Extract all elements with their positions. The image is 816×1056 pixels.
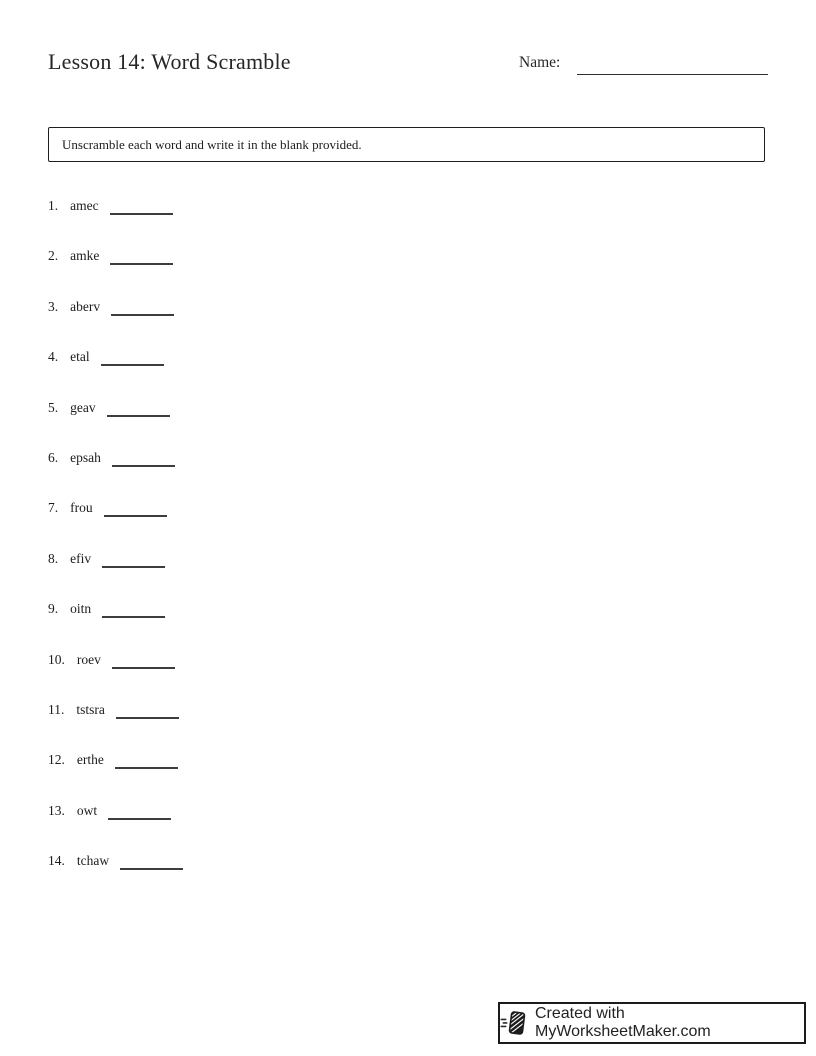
instructions-text: Unscramble each word and write it in the blank provided. — [62, 136, 362, 152]
instructions-box — [48, 127, 765, 162]
list-item — [48, 345, 183, 363]
list-item — [48, 849, 183, 867]
scrambled-word: erthe — [76, 752, 104, 768]
item-number: 4. — [48, 349, 59, 365]
list-item — [48, 597, 183, 615]
list-item — [48, 698, 183, 716]
answer-blank[interactable] — [115, 753, 178, 769]
list-item — [48, 194, 183, 212]
item-number: 1. — [48, 198, 59, 213]
answer-blank[interactable] — [111, 300, 174, 316]
item-number: 11. — [48, 701, 65, 717]
item-number: 10. — [48, 651, 65, 667]
answer-blank[interactable] — [102, 552, 165, 568]
answer-blank[interactable] — [110, 249, 173, 265]
answer-blank[interactable] — [112, 653, 175, 669]
list-item — [48, 496, 183, 514]
list-item — [48, 396, 183, 414]
answer-blank[interactable] — [116, 703, 179, 719]
scrambled-word: aberv — [70, 298, 101, 314]
list-item — [48, 748, 183, 766]
scrambled-word: oitn — [70, 601, 92, 617]
item-number: 2. — [48, 248, 59, 264]
list-item — [48, 244, 183, 262]
scrambled-word: roev — [76, 651, 101, 667]
word-list — [48, 194, 183, 899]
answer-blank[interactable] — [107, 401, 170, 417]
list-item — [48, 648, 183, 666]
scrambled-word: amke — [70, 248, 100, 264]
item-number: 3. — [48, 298, 59, 314]
footer-credit-badge — [498, 1002, 806, 1044]
item-number: 6. — [48, 449, 59, 465]
item-number: 14. — [48, 853, 65, 869]
list-item — [48, 547, 183, 565]
scrambled-word: frou — [70, 500, 93, 516]
answer-blank[interactable] — [104, 501, 167, 517]
list-item — [48, 446, 183, 464]
scrambled-word: epsah — [70, 449, 101, 465]
scrambled-word: amec — [70, 198, 99, 213]
item-number: 8. — [48, 550, 59, 566]
answer-blank[interactable] — [112, 451, 175, 467]
answer-blank[interactable] — [110, 199, 173, 215]
worksheet-maker-logo-icon — [500, 1010, 526, 1036]
list-item — [48, 295, 183, 313]
page-title: Lesson 14: Word Scramble — [48, 49, 291, 74]
name-label: Name: — [519, 54, 561, 71]
list-item — [48, 799, 183, 817]
answer-blank[interactable] — [108, 804, 171, 820]
item-number: 7. — [48, 500, 59, 516]
scrambled-word: owt — [76, 802, 98, 818]
scrambled-word: geav — [70, 399, 96, 415]
answer-blank[interactable] — [120, 854, 183, 870]
scrambled-word: efiv — [70, 550, 92, 566]
name-input-line[interactable] — [577, 74, 768, 75]
scrambled-word: etal — [70, 349, 90, 365]
item-number: 13. — [48, 802, 65, 818]
item-number: 5. — [48, 399, 59, 415]
scrambled-word: tchaw — [76, 853, 110, 869]
answer-blank[interactable] — [102, 602, 165, 618]
scrambled-word: tstsra — [76, 701, 105, 717]
item-number: 9. — [48, 601, 59, 617]
item-number: 12. — [48, 752, 65, 768]
footer-credit-text: Created with MyWorksheetMaker.com — [535, 1005, 711, 1040]
answer-blank[interactable] — [101, 350, 164, 366]
